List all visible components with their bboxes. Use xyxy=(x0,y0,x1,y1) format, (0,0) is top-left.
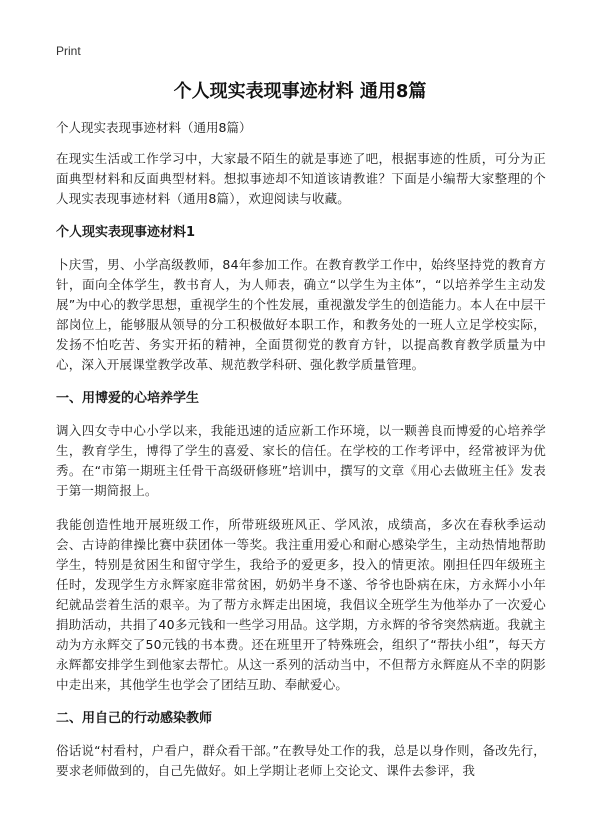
section-heading-1: 个人现实表现事迹材料1 xyxy=(56,225,196,240)
paragraph-4: 俗话说“村看村，户看户，群众看干部。”在教导处工作的我，总是以身作则，备改先行，要求老师做到的，自己先做好。如上学期让老师上交论文、课件去参评，我 xyxy=(56,743,546,778)
section-heading-3: 二、用自己的行动感染教师 xyxy=(56,711,213,726)
print-label[interactable]: Print xyxy=(56,44,81,58)
page-title: 个人现实表现事迹材料 通用8篇 xyxy=(173,81,427,102)
document-body xyxy=(56,118,546,791)
paragraph-1: 卜庆雪，男、小学高级教师，84年参加工作。在教育教学工作中，始终坚持党的教育方针，面向全体学生，教书育人，为人师表，确立“以学生为主体”，“以培养学生主动发展”为中心的教学思想，重视学生的个性发展，重视激发学生的创造能力。本人在中层干部岗位上，能够服从领导的分工积极做好本职工作，和教务处的一班人立足学校实际，发扬不怕吃苦、务实开拓的精神，全面贯彻党的教育方针，以提高教育教学质量为中心，深入开展课堂教学改革、规范教学科研、强化教学质量管理。 xyxy=(56,257,546,372)
section-heading-2: 一、用博爱的心培养学生 xyxy=(56,391,200,406)
paragraph-2: 调入四女寺中心小学以来，我能迅速的适应新工作环境，以一颗善良而博爱的心培养学生，教育学生，博得了学生的喜爱、家长的信任。在学校的工作考评中，经常被评为优秀。在“市第一期班主任骨干高级研修班”培训中，撰写的文章《用心去做班主任》发表于第一期简报上。 xyxy=(56,423,546,498)
paragraph-3: 我能创造性地开展班级工作，所带班级班风正、学风浓，成绩高，多次在春秋季运动会、古诗韵律操比赛中获团体一等奖。我注重用爱心和耐心感染学生，主动热情地帮助学生，特别是贫困生和留守学生，我给予的爱更多，投入的情更浓。刚担任四年级班主任时，发现学生方永辉家庭非常贫困，奶奶半身不遂、爷爷也卧病在床，方永辉小小年纪就品尝着生活的艰辛。为了帮方永辉走出困境，我倡议全班学生为他举办了一次爱心捐助活动，共捐了40多元钱和一些学习用品。这学期，方永辉的爷爷突然病逝。我就主动为方永辉交了50元钱的书本费。还在班里开了特殊班会，组织了“帮扶小组”，每天方永辉都安排学生到他家去帮忙。从这一系列的活动当中，不但帮方永辉庭从不幸的阴影中走出来，其他学生也学会了团结互助、奉献爱心。 xyxy=(56,517,546,692)
document-subtitle: 个人现实表现事迹材料（通用8篇） xyxy=(56,120,252,135)
intro-paragraph: 在现实生活或工作学习中，大家最不陌生的就是事迹了吧，根据事迹的性质，可分为正面典型材料和反面典型材料。想拟事迹却不知道该请教谁？下面是小编帮大家整理的个人现实表现事迹材料（通用8篇），欢迎阅读与收藏。 xyxy=(56,151,546,206)
